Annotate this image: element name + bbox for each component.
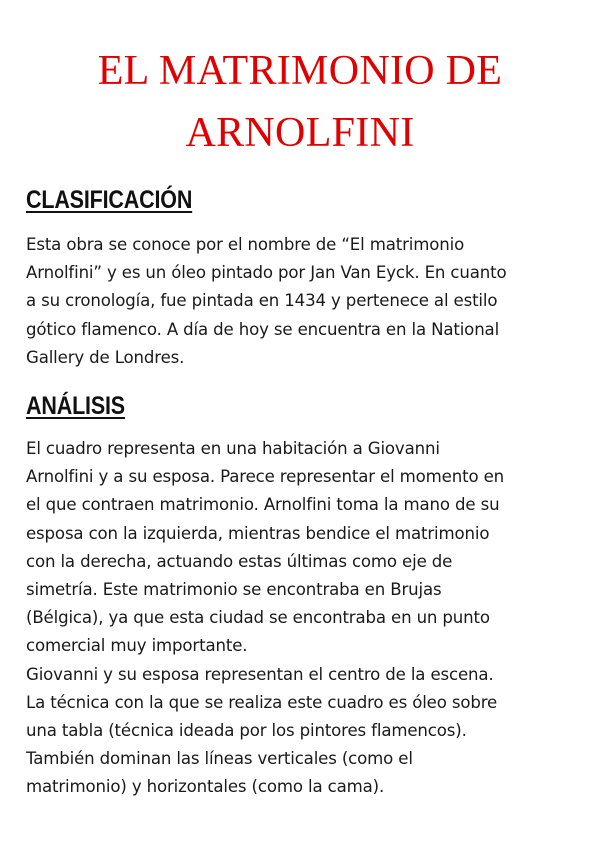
paragraph-line: matrimonio) y horizontales (como la cama).	[26, 777, 385, 797]
paragraph-line: con la derecha, actuando estas últimas como eje de	[26, 551, 453, 571]
paragraph-line: una tabla (técnica ideada por los pintores flamencos).	[26, 721, 467, 741]
paragraph-line: Esta obra se conoce por el nombre de “El matrimonio	[26, 235, 465, 254]
paragraph-line: Arnolfini y a su esposa. Parece representar el momento en	[26, 467, 505, 487]
section-paragraph-clasificacion	[26, 231, 578, 372]
section-heading-analisis: ANÁLISIS	[26, 392, 125, 420]
paragraph-line: El cuadro representa en una habitación a Giovanni	[26, 439, 440, 458]
paragraph-line: También dominan las líneas verticales (como el	[26, 749, 413, 769]
paragraph-line: (Bélgica), ya que esta ciudad se encontraba en un punto	[26, 608, 490, 628]
paragraph-line: a su cronología, fue pintada en 1434 y pertenece al estilo	[26, 291, 498, 311]
paragraph-line: Arnolfini” y es un óleo pintado por Jan Van Eyck. En cuanto	[26, 263, 507, 283]
title-line-2: ARNOLFINI	[185, 110, 415, 156]
paragraph-line: Gallery de Londres.	[26, 347, 185, 367]
paragraph-line: Giovanni y su esposa representan el centro de la escena.	[26, 664, 494, 684]
document-title	[0, 40, 600, 164]
paragraph-line: La técnica con la que se realiza este cuadro es óleo sobre	[26, 692, 498, 712]
title-line-1: EL MATRIMONIO DE	[97, 48, 503, 94]
paragraph-line: el que contraen matrimonio. Arnolfini toma la mano de su	[26, 495, 500, 515]
section-heading-clasificacion: CLASIFICACIÓN	[26, 186, 193, 214]
paragraph-line: gótico flamenco. A día de hoy se encuentra en la National	[26, 319, 500, 339]
paragraph-line: simetría. Este matrimonio se encontraba en Brujas	[26, 580, 442, 600]
paragraph-line: esposa con la izquierda, mientras bendice el matrimonio	[26, 523, 490, 543]
paragraph-line: comercial muy importante.	[26, 636, 248, 656]
section-paragraph-analisis	[26, 435, 578, 802]
